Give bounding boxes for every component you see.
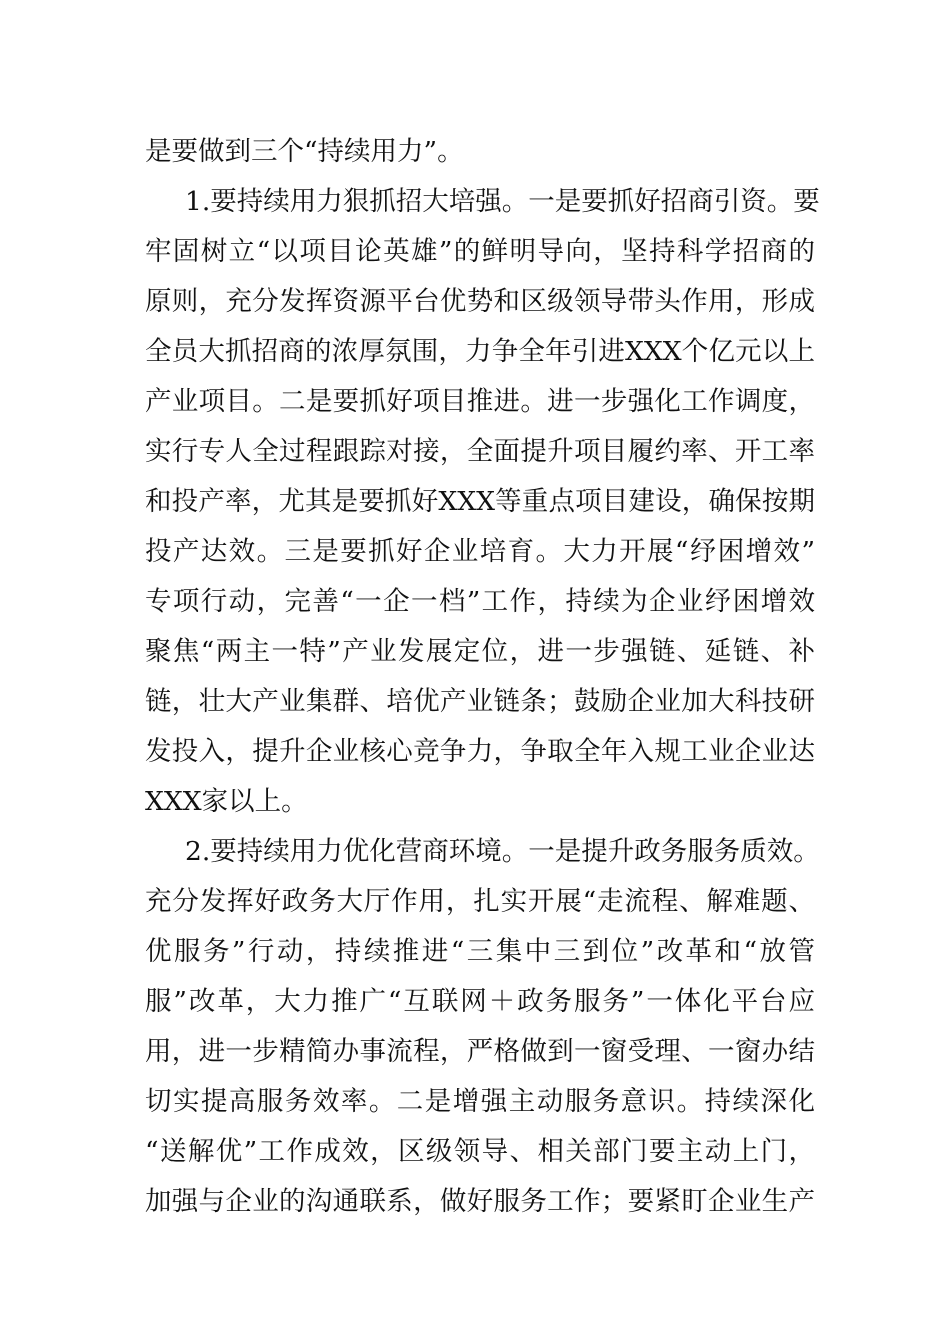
text-line: 切实提高服务效率。二是增强主动服务意识。持续深化 (145, 1086, 815, 1117)
text-line: “送解优”工作成效，区级领导、相关部门要主动上门， (145, 1136, 815, 1167)
text-line: 全员大抓招商的浓厚氛围，力争全年引进XXX个亿元以上 (145, 336, 815, 367)
text-line: 实行专人全过程跟踪对接，全面提升项目履约率、开工率 (145, 436, 815, 467)
text-line: 和投产率，尤其是要抓好XXX等重点项目建设，确保按期 (145, 486, 815, 517)
text-line: 牢固树立“以项目论英雄”的鲜明导向，坚持科学招商的 (145, 236, 815, 267)
text-line: 服”改革，大力推广“互联网＋政务服务”一体化平台应 (145, 986, 815, 1017)
text-line: 专项行动，完善“一企一档”工作，持续为企业纾困增效 (145, 586, 815, 617)
text-line: 产业项目。二是要抓好项目推进。进一步强化工作调度， (145, 386, 815, 417)
text-line: 投产达效。三是要抓好企业培育。大力开展“纾困增效” (145, 536, 815, 567)
body-text (145, 127, 820, 1227)
text-line: 是要做到三个“持续用力”。 (145, 136, 464, 167)
text-line: 原则，充分发挥资源平台优势和区级领导带头作用，形成 (145, 286, 815, 317)
text-line: 1.要持续用力狠抓招大培强。一是要抓好招商引资。要 (185, 186, 820, 217)
text-line: 链，壮大产业集群、培优产业链条；鼓励企业加大科技研 (145, 686, 815, 717)
text-line: 充分发挥好政务大厅作用，扎实开展“走流程、解难题、 (145, 886, 815, 917)
text-line: 用，进一步精简办事流程，严格做到一窗受理、一窗办结 (145, 1036, 815, 1067)
text-line: 加强与企业的沟通联系，做好服务工作；要紧盯企业生产 (145, 1186, 815, 1217)
text-line: XXX家以上。 (145, 786, 308, 817)
text-line: 聚焦“两主一特”产业发展定位，进一步强链、延链、补 (145, 636, 815, 667)
text-line: 优服务”行动，持续推进“三集中三到位”改革和“放管 (145, 936, 815, 967)
text-line: 发投入，提升企业核心竞争力，争取全年入规工业企业达 (145, 736, 815, 767)
text-line: 2.要持续用力优化营商环境。一是提升政务服务质效。 (185, 836, 820, 867)
